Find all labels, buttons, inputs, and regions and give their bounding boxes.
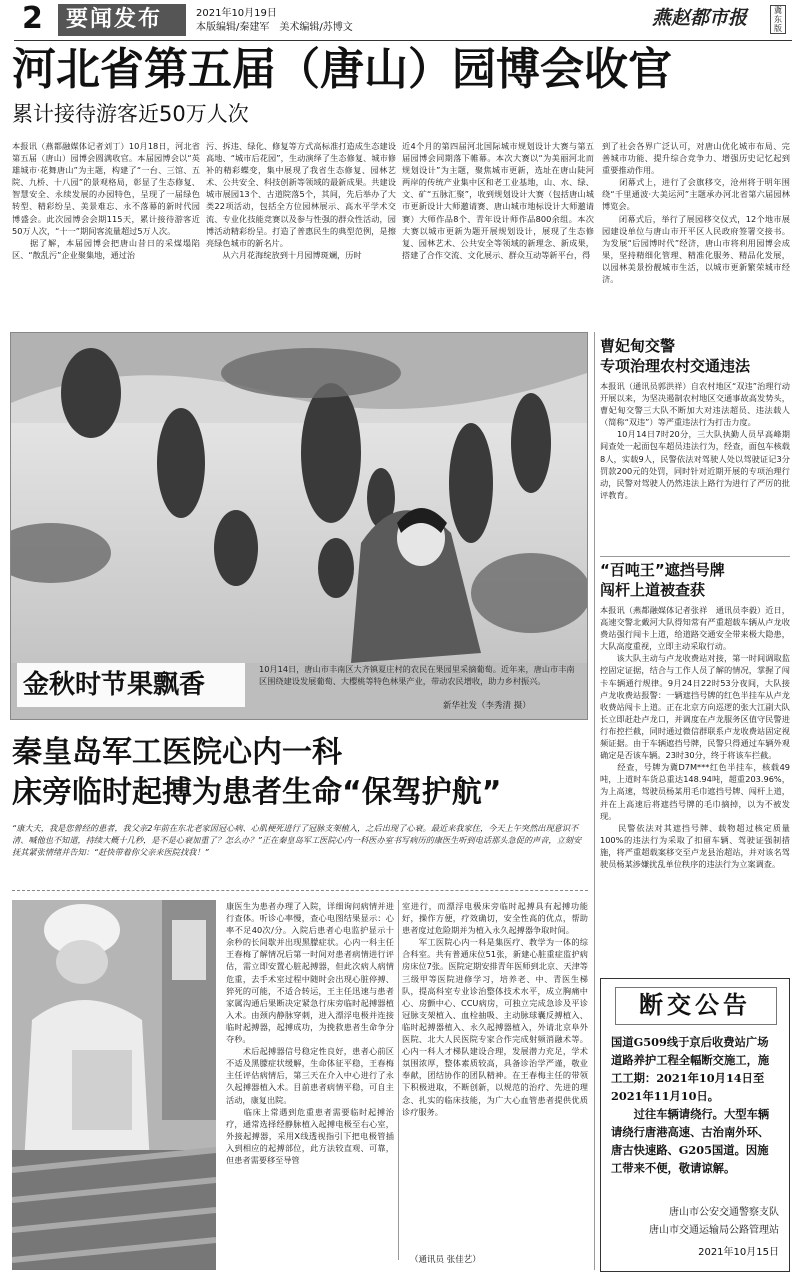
traffic-body: 本报讯（通讯员郭洪祥）自农村地区“双违”治理行动开展以来，为坚决遏制农村地区交通事故高发势头，曹妃甸交警三大队不断加大对违法超员、违法载人（简称“双违”）等严重违法行为打击力度。 10月14日7时20分，三大队执勤人员早高峰期间查处一起面包车超员违法行为，经查，面包车核载8人，实载9人，民警依法对驾驶人处以驾驶证记3分罚款200元的处罚，同时针对近期开展的专项治理行动，民警对驾驶人仍然违法上路行为进行了严厉的批评教育。 — [600, 381, 790, 500]
notice-sign-2: 唐山市交通运输局公路管理站 — [649, 1225, 779, 1236]
col-rule-hospital — [398, 900, 399, 1260]
doctor-illustration — [12, 900, 216, 1270]
lead-headline: 河北省第五届（唐山）园博会收官 — [12, 44, 672, 95]
paper-logo: 燕赵都市报 — [652, 7, 748, 29]
lead-col-2: 污、拆违、绿化、修复等方式高标准打造成生态建设高地、“城市后花园”，生动演绎了生态修复、城市修补的精彩蝶变，集中展现了我省生态修复、园林艺术、公共安全、科技创新等领域的最新成果。共建设城市展园13个、古道院落5个，其间，先后举办了大类22项活动，包括全方位园林展示、高水平学术交流、专业化技能竞赛以及参与性强的群众性活动，园博活动精彩纷呈。打造了普惠民生的典型范例，是擦亮绿色城市的新名片。 从六月花海绽放到十月园博斑斓，历时 — [206, 141, 396, 260]
col-rule-right — [594, 332, 595, 1270]
hospital-intro-rule — [12, 890, 588, 891]
traffic-headline-1: 曹妃甸交警 — [600, 337, 676, 355]
photo-caption: 10月14日，唐山市丰南区大齐镇夏庄村的农民在果园里采摘葡萄。近年来，唐山市丰南区围绕建设发展葡萄、大樱桃等特色林果产业，带动农民增收，助力乡村振兴。 — [259, 664, 575, 686]
road-closure-notice — [600, 978, 790, 1272]
hospital-intro: “康大夫，我是您曾经的患者，我父亲2年前在东北老家因冠心病、心肌梗死进行了冠脉支架植入，之后出现了心衰。最近来我家住，今天上午突然出现意识不清、喊他也不知道，持续大概十几秒，是不是心衰加重了？怎么办？”正在秦皇岛军工医院心内一科医办室书写病历的康医生听到电话那头急促的声音，立刻安抚其紧张情绪并告知：“赶快带着你父亲来医院找我！” — [12, 823, 582, 857]
page-number: 2 — [22, 1, 43, 36]
photo-credit: 新华社发（李秀清 摄） — [443, 701, 531, 711]
overload-body: 本报讯（燕都融媒体记者张祥 通讯员李毅）近日，高速交警北戴河大队得知常有严重超载车辆从卢龙收费站强行闯卡上道，给道路交通安全带来极大隐患，大队高度重视，立即主动采取行动。 该大队主动与卢龙收费站对接，第一时间调取监控固定证据，结合与工作人员了解的情况，掌握了闯卡车辆通行规律。9月24日22时53分夜间，大队接卢龙收费站报警：一辆遮挡号牌的红色半挂车从卢龙收费站闯卡上道。正在北京方向巡逻的张大江副大队长立即赶赴卢龙口，并调度在卢龙服务区值守民警进行布控拦截，同时通过微信群联系卢龙收费站固定视频证据。由于车辆遮挡号牌，民警只得通过车辆外观确定是否该车辆。23时30分，终于将该车拦截。 经查，号牌为冀D7M***红色半挂车，核载49吨，上道时车货总重达148.94吨，超重203.96%，为上高速，驾驶员杨某用毛巾遮挡号牌、闯杆上道，并在上高速后将遮挡号牌的毛巾摘掉，以为不被发现。 民警依法对其遮挡号牌、载物超过核定质量100%的违法行为采取了扣留车辆、驾驶证强制措施，将严重超载案移交至卢龙县治超站，并对该名驾驶员杨某涉嫌扰乱单位秩序的违法行为立案调查。 — [600, 605, 790, 869]
hospital-credit: （通讯员 张佳艺） — [410, 1255, 481, 1265]
hospital-col-1: 康医生为患者办理了入院，详细询问病情并进行查体。听诊心率慢，查心电图结果显示：心率不足40次/分。入院后患者心电监护显示十余秒的长间歇并出现黑朦症状。心内一科主任王春梅了解情况后第一时间对患者病情进行评估，需立即安置心脏起搏器，但此次病人病情危重，去手术室过程中随时会出现心脏停搏、猝死的可能，不适合转运，王主任迅速与患者家属沟通后果断决定紧急行床旁临时起搏器植入术。由颈内静脉穿刺，进入漂浮电极并连接临时起搏器，起搏成功，为挽救患者生命争分夺秒。 术后起搏器信号稳定性良好，患者心前区不适及黑朦症状缓解，生命体征平稳，王春梅主任评估病情后，第三天在介入中心进行了永久起搏器植入术。目前患者病情平稳，可自主活动，康复出院。 临床上常遇到危重患者需要临时起搏治疗，通常选择经静脉植入起搏电极至右心室，外接起搏器，采用X线透视指引下把电极管插入到相应的起搏部位，此方法较直观、可靠，但患者需要移至导管 — [226, 901, 394, 1165]
masthead — [0, 0, 800, 44]
lead-col-3: 近4个月的第四届河北国际城市规划设计大赛与第五届园博会同期落下帷幕。本次大赛以“为美丽河北而规划设计”为主题，聚焦城市更新，选址在唐山陡河两岸的传统产业集中区和老工业基地，山、水、绿、文、矿“五脉汇聚”，收到规划设计大赛（包括唐山城市更新设计大师邀请赛、唐山城市地标设计大师邀请赛）大师作品8个、青年设计师作品800余组。本次大赛以城市更新为题开展规划设计，展现了生态修复、园林艺术、公共安全等领域的新理念、新成果，搭建了合作交流、文化展示、群众互动等新平台，得 — [402, 141, 594, 260]
notice-body: 国道G509线于京后收费站广场道路养护工程全幅断交施工，施工工期：2021年10月14日至2021年11月10日。 过往车辆请绕行。大型车辆请绕行唐港高速、古治南外环、唐古快速路、G205国道。因施工带来不便，敬请谅解。 — [611, 1035, 770, 1175]
issue-date: 2021年10月19日 — [196, 8, 277, 19]
overload-headline-1: “百吨王”遮挡号牌 — [600, 561, 725, 579]
notice-sign-1: 唐山市公安交通警察支队 — [669, 1207, 779, 1218]
hospital-headline-2: 床旁临时起搏为患者生命“保驾护航” — [12, 775, 502, 810]
notice-title: 断交公告 — [639, 991, 751, 1019]
grape-photo — [10, 332, 588, 720]
editors: 本版编辑/秦建军 美术编辑/苏博文 — [196, 22, 353, 33]
overload-headline-2: 闯杆上道被查获 — [600, 581, 706, 599]
photo-title: 金秋时节果飘香 — [23, 670, 206, 700]
traffic-headline-2: 专项治理农村交通违法 — [600, 357, 751, 375]
hospital-photo — [12, 900, 216, 1270]
notice-date: 2021年10月15日 — [698, 1247, 779, 1258]
lead-col-4: 到了社会各界广泛认可，对唐山优化城市布局、完善城市功能、提升综合竞争力、增强历史记忆起到重要推动作用。 闭幕式上，进行了会旗移交，沧州将于明年围绕“千里通波·大美运河”主题承办河北省第六届园林博览会。 闭幕式后，举行了展园移交仪式，12个地市展园建设单位与唐山市开平区人民政府签署交接书。为发展“后园博时代”经济，唐山市将利用园博会成果，坚持精细化管理、精准化服务、精品化发展，以园林美景扮靓城市生活，以城市更新繁荣城市经济。 — [602, 141, 790, 285]
lead-col-1: 本报讯（燕都融媒体记者刘丁）10月18日，河北省第五届（唐山）园博会圆满收官。本届园博会以“英雄城市·花舞唐山”为主题，构建了“一台、三馆、五院、九桥、十八园”的景观格局，彰显了生态修复、智慧安全、永续发展的办园特色，呈现了一届绿色转型、精彩纷呈、美景难忘、永不落幕的新时代园博盛会。此次园博会会期115天，累计接待游客近50万人次，“十一”期间客流量超过5万人次。 据了解，本届园博会把唐山昔日的采煤塌陷区、“散乱污”企业聚集地，通过治 — [12, 141, 200, 260]
hospital-headline-1: 秦皇岛军工医院心内一科 — [12, 735, 342, 770]
hospital-col-2: 室进行，而漂浮电极床旁临时起搏具有起搏功能好，操作方便，疗效确切，安全性高的优点，帮助患者度过危险期并为植入永久起搏器争取时间。 军工医院心内一科是集医疗、教学为一体的综合科室。共有普通床位51张，新建心脏重症监护病房床位7张。医院定期安排青年医师到北京、天津等三级甲等医院进修学习，培养老、中、青医生梯队，提高科室专业诊治整体技术水平，成立胸痛中心、房颤中心、CCU病房，可独立完成急诊及平诊冠脉支架植入、血栓抽吸、主动脉球囊反搏植入、临时起搏器植入、永久起搏器植入，外请北京阜外医院、北大人民医院专家合作完成射频消融术等。心内一科人才梯队建设合理，发展潜力充足，学术氛围浓厚，整体素质较高，具备诊治学严谨，敬业奉献，团结协作的团队精神。在王春梅主任的带领下积极进取，不断创新，以规范的治疗、先进的理念、扎实的临床技能，为广大心血管患者提供优质诊疗服务。 — [402, 901, 588, 1117]
section-title: 要闻发布 — [66, 7, 163, 32]
masthead-rule — [14, 40, 792, 41]
grape-illustration — [11, 333, 587, 719]
traffic-divider — [600, 556, 790, 557]
edition-seal: 冀东版 — [770, 5, 786, 34]
lead-subheadline: 累计接待游客近50万人次 — [12, 102, 249, 126]
